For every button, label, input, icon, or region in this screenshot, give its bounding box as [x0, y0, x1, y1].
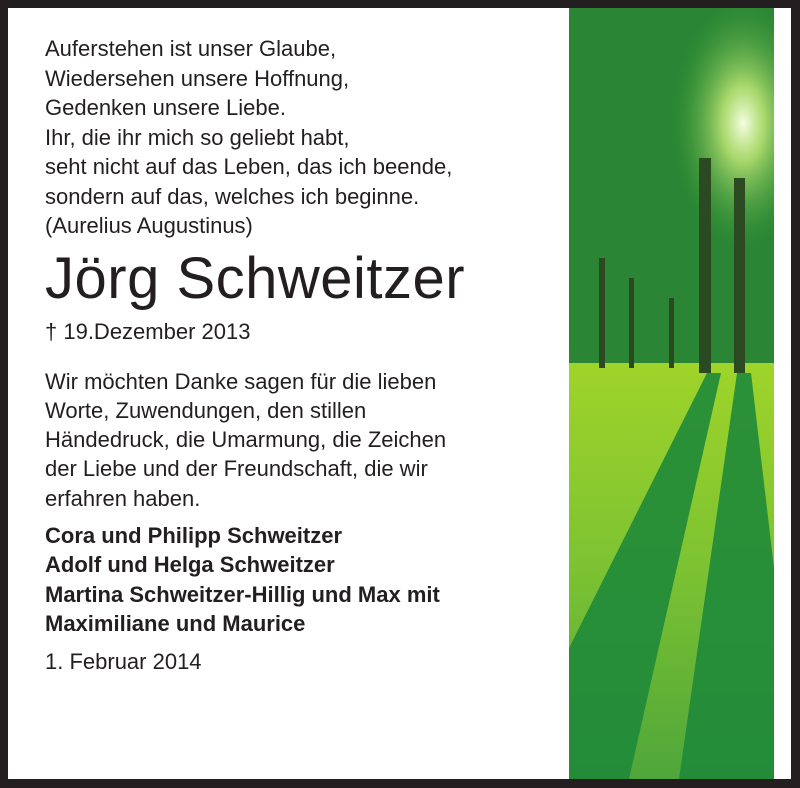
thanks-text: [45, 367, 565, 513]
thanks-line: Worte, Zuwendungen, den stillen: [45, 397, 367, 423]
death-date: † 19.Dezember 2013: [45, 318, 251, 344]
obituary-card: [8, 8, 791, 779]
quote: [45, 34, 565, 241]
quote-line: seht nicht auf das Leben, das ich beende,: [45, 154, 453, 179]
park-photo: [569, 8, 774, 779]
quote-line: Auferstehen ist unser Glaube,: [45, 36, 337, 61]
family-line: Cora und Philipp Schweitzer: [45, 522, 343, 548]
thanks-line: Wir möchten Danke sagen für die lieben: [45, 368, 437, 394]
family-line: Martina Schweitzer-Hillig und Max mit: [45, 581, 440, 607]
text-column: [45, 34, 565, 676]
thanks-line: erfahren haben.: [45, 485, 201, 511]
deceased-name: Jörg Schweitzer: [45, 245, 466, 311]
quote-line: Wiedersehen unsere Hoffnung,: [45, 65, 350, 91]
family-line: Maximiliane und Maurice: [45, 611, 306, 637]
quote-line: Gedenken unsere Liebe.: [45, 95, 286, 120]
trees-image: [569, 8, 774, 779]
quote-line: Ihr, die ihr mich so geliebt habt,: [45, 124, 350, 150]
quote-line: sondern auf das, welches ich beginne.: [45, 183, 420, 209]
thanks-line: Händedruck, die Umarmung, die Zeichen: [45, 427, 447, 453]
family-signatures: [45, 521, 565, 639]
family-line: Adolf und Helga Schweitzer: [45, 552, 335, 578]
publication-date: 1. Februar 2014: [45, 648, 202, 674]
quote-author: (Aurelius Augustinus): [45, 213, 253, 238]
thanks-line: der Liebe und der Freundschaft, die wir: [45, 456, 428, 482]
